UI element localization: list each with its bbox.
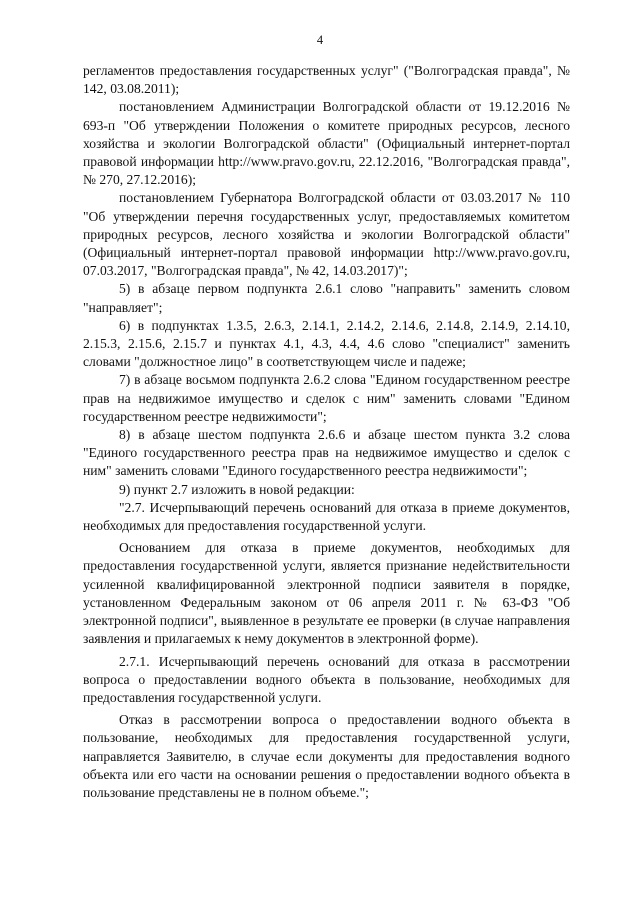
paragraph-clause-2-7: "2.7. Исчерпывающий перечень оснований для отказа в приеме документов, необходимых для предоставления государственной услуги. [83, 499, 570, 534]
paragraph-clause-2-7-1: 2.7.1. Исчерпывающий перечень оснований для отказа в рассмотрении вопроса о предоставлении водного объекта в пользование, необходимых для предоставления государственной услуги. [83, 653, 570, 705]
paragraph-item-6: 6) в подпунктах 1.3.5, 2.6.3, 2.14.1, 2.14.2, 2.14.6, 2.14.8, 2.14.9, 2.14.10, 2.15.3, 2.15.6, 2.15.7 и пунктах 4.1, 4.3, 4.4, 4.6 слово "специалист" заменить словами "должностное лицо" в соответствующем числе и падеже; [83, 317, 570, 370]
paragraph-item-9: 9) пункт 2.7 изложить в новой редакции: [119, 481, 355, 497]
paragraph-refusal-grounds: Основанием для отказа в приеме документов, необходимых для предоставления государственной услуги, является признание недействительности усиленной квалифицированной электронной подписи заявителя в порядке, установленном Федеральным законом от 06 апреля 2011 г. № 63-ФЗ "Об электронной подписи", выявленное в результате ее проверки (в случае направления заявления и прилагаемых к нему документов в электронной форме). [83, 540, 570, 647]
paragraph-item-5: 5) в абзаце первом подпункта 2.6.1 слово "направить" заменить словом "направляет"; [83, 281, 570, 315]
document-body [83, 62, 570, 802]
paragraph-refusal-consideration: Отказ в рассмотрении вопроса о предоставлении водного объекта в пользование, необходимых для предоставления государственной услуги, направляется Заявителю, в случае если документы для предоставления водного объекта или его части на основании решения о предоставлении водного объекта в пользование представлены не в полном объеме."; [83, 712, 570, 800]
page-number: 4 [316, 33, 324, 47]
paragraph-resolution-governor: постановлением Губернатора Волгоградской области от 03.03.2017 № 110 "Об утверждении перечня государственных услуг, предоставляемых комитетом природных ресурсов, лесного хозяйства и экологии Волгоградской области" (Официальный интернет-портал правовой информации http://www.pravo.gov.ru, 07.03.2017, "Волгоградская правда", № 42, 14.03.2017)"; [83, 190, 570, 279]
paragraph-item-8: 8) в абзаце шестом подпункта 2.6.6 и абзаце шестом пункта 3.2 слова "Единого государственного реестра прав на недвижимое имущество и сделок с ним" заменить словами "Единого государственного реестра недвижимости"; [83, 427, 570, 479]
paragraph-item-7: 7) в абзаце восьмом подпункта 2.6.2 слова "Едином государственном реестре прав на недвижимое имущество и сделок с ним" заменить словами "Едином государственном реестре недвижимости"; [83, 372, 570, 424]
paragraph-resolution-administration: постановлением Администрации Волгоградской области от 19.12.2016 № 693-п "Об утверждении Положения о комитете природных ресурсов, лесного хозяйства и экологии Волгоградской области" (Официальный интернет-портал правовой информации http://www.pravo.gov.ru, 22.12.2016, "Волгоградская правда", № 270, 27.12.2016); [83, 99, 570, 188]
paragraph-regulations-end: регламентов предоставления государственных услуг" ("Волгоградская правда", № 142, 03.08.2011); [83, 63, 570, 97]
